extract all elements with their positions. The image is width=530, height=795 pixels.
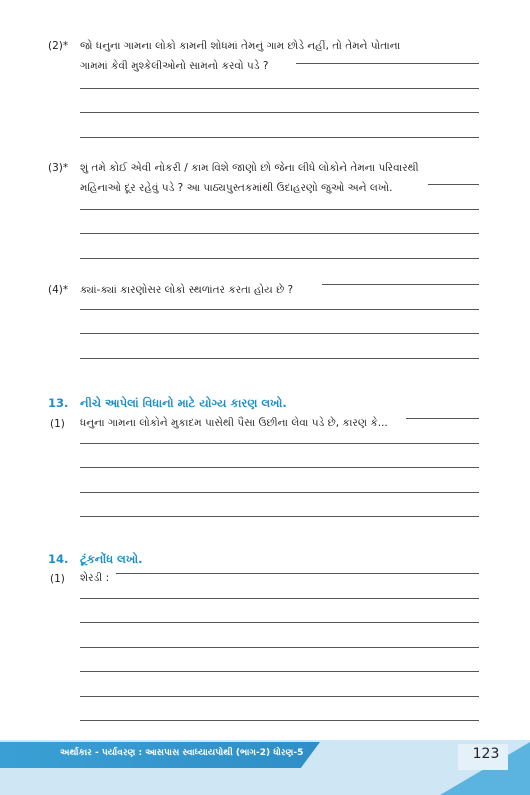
s14-answer-line-1[interactable] xyxy=(116,573,479,574)
q2-text-line2: ગામમાં કેવી મુશ્કેલીઓનો સામનો કરવો પડે ? xyxy=(80,60,269,72)
q2-answer-line-2[interactable] xyxy=(80,88,479,89)
q2-answer-line-1[interactable] xyxy=(296,63,479,64)
section-14-number: 14. xyxy=(48,552,69,566)
q3-answer-line-2[interactable] xyxy=(80,209,479,210)
section-13-number: 13. xyxy=(48,396,69,410)
q2-number: (2)* xyxy=(48,40,69,52)
s14-answer-line-4[interactable] xyxy=(80,647,479,648)
s14-answer-line-5[interactable] xyxy=(80,671,479,672)
s13-answer-line-5[interactable] xyxy=(80,516,479,517)
s13-item-text: ધનુના ગામના લોકોને મુકાદમ પાસેથી પૈસા ઉછીના લેવા પડે છે, કારણ કે... xyxy=(80,417,388,429)
q3-text-line1: શું તમે કોઈ એવી નોકરી / કામ વિશે જાણો છો જેના લીધે લોકોને તેમના પરિવારથી xyxy=(80,162,419,174)
s13-answer-line-2[interactable] xyxy=(80,443,479,444)
s13-answer-line-4[interactable] xyxy=(80,492,479,493)
q4-answer-line-3[interactable] xyxy=(80,333,479,334)
q2-answer-line-4[interactable] xyxy=(80,137,479,138)
s13-answer-line-3[interactable] xyxy=(80,467,479,468)
q2-answer-line-3[interactable] xyxy=(80,112,479,113)
q4-text-line1: ક્યાં-ક્યાં કારણોસર લોકો સ્થળાંતર કરતા હોય છે ? xyxy=(80,284,294,296)
s14-answer-line-7[interactable] xyxy=(80,720,479,721)
s13-answer-line-1[interactable] xyxy=(406,418,479,419)
q4-answer-line-2[interactable] xyxy=(80,309,479,310)
section-14-title: ટૂંકનોંધ લખો. xyxy=(80,552,143,566)
s13-item-number: (1) xyxy=(50,418,65,430)
section-13-title: નીચે આપેલાં વિધાનો માટે યોગ્ય કારણ લખો. xyxy=(80,396,287,410)
q4-number: (4)* xyxy=(48,284,69,296)
s14-answer-line-3[interactable] xyxy=(80,622,479,623)
page-number: 123 xyxy=(472,746,500,762)
s14-answer-line-6[interactable] xyxy=(80,696,479,697)
footer-book-title: અર્થાકાર - પર્યાવરણ : આસપાસ સ્વાધ્યાયપોથી (ભાગ-2) ધોરણ-5 xyxy=(60,748,304,758)
s14-answer-line-2[interactable] xyxy=(80,598,479,599)
s14-item-number: (1) xyxy=(50,573,65,585)
q3-answer-line-3[interactable] xyxy=(80,233,479,234)
q3-text-line2: મહિનાઓ દૂર રહેવું પડે ? આ પાઠ્યપુસ્તકમાંથી ઉદાહરણો જુઓ અને લખો. xyxy=(80,182,393,194)
q4-answer-line-4[interactable] xyxy=(80,358,479,359)
q3-number: (3)* xyxy=(48,162,69,174)
q3-answer-line-4[interactable] xyxy=(80,258,479,259)
q2-text-line1: જો ધનુના ગામના લોકો કામની શોધમાં તેમનું ગામ છોડે નહીં, તો તેમને પોતાના xyxy=(80,40,401,52)
s14-item-text: શેરડી : xyxy=(80,572,110,584)
q4-answer-line-1[interactable] xyxy=(322,284,479,285)
q3-answer-line-1[interactable] xyxy=(428,184,479,185)
